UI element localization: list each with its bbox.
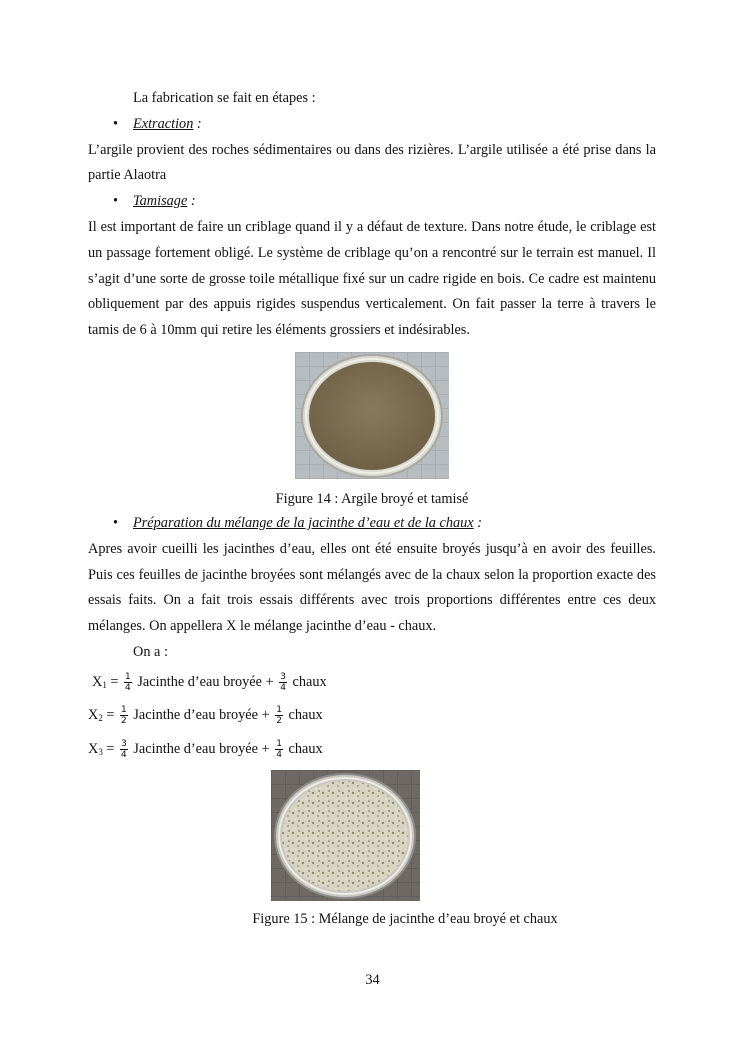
preparation-heading: Préparation du mélange de la jacinthe d’eau et de la chaux — [133, 514, 474, 531]
bullet-icon: • — [113, 193, 119, 210]
figure-14-image — [295, 352, 449, 479]
bullet-tamisage: • Tamisage : — [88, 189, 656, 215]
fraction: $\frac{1}{2}$ — [276, 705, 282, 727]
fraction: $\frac{1}{2}$ — [121, 705, 127, 727]
bullet-extraction: • Extraction : — [88, 112, 656, 138]
fraction: $\frac{3}{4}$ — [280, 671, 286, 693]
bullet-preparation: • Préparation du mélange de la jacinthe d’eau et de la chaux : — [88, 511, 656, 537]
extraction-heading: Extraction — [133, 115, 194, 132]
mixture-tray-photo — [271, 770, 420, 901]
fraction: $\frac{3}{4}$ — [121, 738, 127, 760]
clay-tray-photo — [295, 352, 449, 479]
bullet-icon: • — [113, 514, 119, 531]
bullet-icon: • — [113, 115, 119, 132]
tamisage-body: Il est important de faire un criblage quand il y a défaut de texture. Dans notre étude, le criblage est un passage fortement obligé. Le système de criblage qu’on a rencontré sur le terrain est manuel. Il s’agit d’une sorte de grosse toile métallique fixé sur un cadre rigide en bois. Ce cadre est maintenu obliquement par des appuis rigides suspendus verticalement. On fait passer la terre à travers le tamis de 6 à 10mm qui retire les éléments grossiers et indésirables. — [88, 218, 656, 339]
mix-row: X3 = $\frac{3}{4}$ Jacinthe d’eau broyée + $\frac{1}{4}$ chaux — [88, 738, 323, 760]
figure-14-caption: Figure 14 : Argile broyé et tamisé — [275, 490, 469, 507]
figure-15-caption: Figure 15 : Mélange de jacinthe d’eau broyé et chaux — [252, 911, 558, 928]
tamisage-heading: Tamisage — [133, 193, 188, 210]
intro-text: La fabrication se fait en étapes : — [133, 90, 316, 106]
mix-row: X2 = $\frac{1}{2}$ Jacinthe d’eau broyée + $\frac{1}{2}$ chaux — [88, 705, 323, 727]
fraction: $\frac{1}{4}$ — [125, 671, 131, 693]
fraction: $\frac{1}{4}$ — [276, 738, 282, 760]
mix-list — [88, 666, 656, 767]
page-number: 34 — [365, 972, 380, 988]
figure-15-image — [271, 770, 420, 901]
document-page — [88, 86, 656, 931]
on-a-text: On a : — [133, 643, 168, 660]
preparation-body: Apres avoir cueilli les jacinthes d’eau, elles ont été ensuite broyés jusqu’à en avoir des feuilles. Puis ces feuilles de jacinthe broyées sont mélangés avec de la chaux selon la proportion exacte des essais faits. On a fait trois essais différents avec trois proportions différentes entre ces deux mélanges. On appellera X le mélange jacinthe d’eau - chaux. — [88, 540, 656, 635]
extraction-body: L’argile provient des roches sédimentaires ou dans des rizières. L’argile utilisée a été prise dans la partie Alaotra — [88, 141, 656, 184]
mix-row: X1 = $\frac{1}{4}$ Jacinthe d’eau broyée + $\frac{3}{4}$ chaux — [92, 671, 327, 693]
